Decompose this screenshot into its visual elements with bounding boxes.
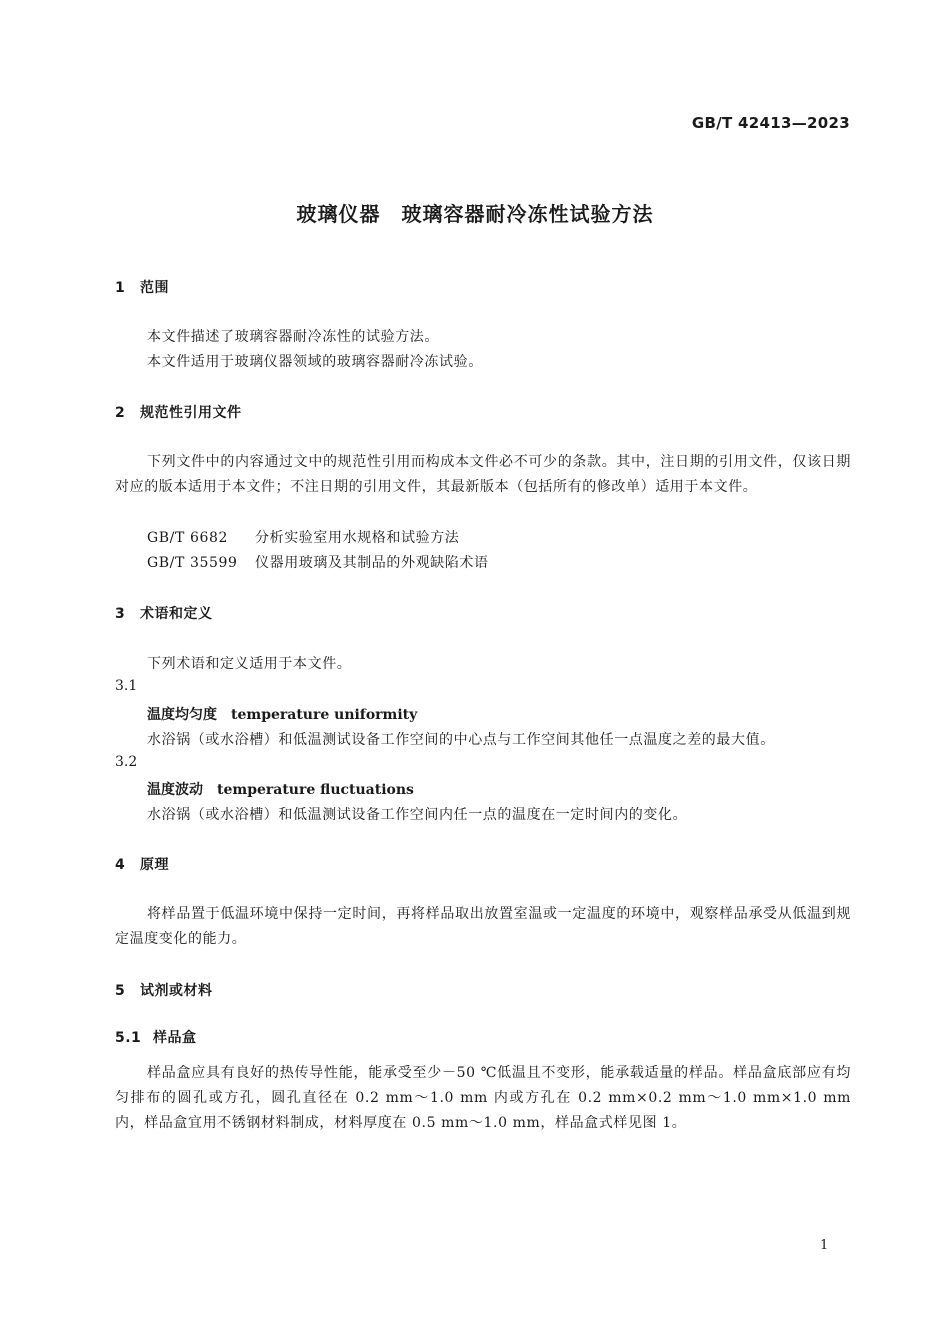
term-definition: 水浴锅（或水浴槽）和低温测试设备工作空间内任一点的温度在一定时间内的变化。 xyxy=(147,807,688,823)
term-zh: 温度波动 xyxy=(147,782,203,798)
subsection-title: 样品盒 xyxy=(153,1030,197,1046)
section-1-heading xyxy=(115,277,169,297)
term-en: temperature fluctuations xyxy=(217,782,414,798)
term-definition: 水浴锅（或水浴槽）和低温测试设备工作空间的中心点与工作空间其他任一点温度之差的最大值。 xyxy=(147,732,775,748)
section-number: 2 xyxy=(115,405,126,421)
reference-title: 仪器用玻璃及其制品的外观缺陷术语 xyxy=(255,555,489,571)
section-title: 试剂或材料 xyxy=(140,983,213,999)
scope-paragraph-2: 本文件适用于玻璃仪器领域的玻璃容器耐冷冻试验。 xyxy=(147,354,483,370)
section-title: 原理 xyxy=(140,857,169,873)
reference-code: GB/T 35599 xyxy=(147,555,238,571)
section-number: 3 xyxy=(115,606,126,622)
term-number: 3.2 xyxy=(115,754,138,770)
reference-title: 分析实验室用水规格和试验方法 xyxy=(255,530,460,546)
section-title: 范围 xyxy=(140,280,169,296)
standard-number: GB/T 42413—2023 xyxy=(691,114,850,132)
section-4-heading xyxy=(115,854,169,874)
reference-item xyxy=(147,527,459,547)
reference-item xyxy=(147,552,489,572)
section-number: 1 xyxy=(115,280,126,296)
sample-box-paragraph: 样品盒应具有良好的热传导性能，能承受至少－50 ℃低温且不变形，能承载适量的样品。样品盒底部应有均匀排布的圆孔或方孔，圆孔直径在 0.2 mm～1.0 mm 内或方孔在 0.2 mm×0.2 mm～1.0 mm×1.0 mm 内，样品盒宜用不锈钢材料制成，材料厚度在 0.5 mm～1.0 mm，样品盒式样见图 1。 xyxy=(115,1065,851,1131)
reference-code: GB/T 6682 xyxy=(147,530,229,546)
scope-paragraph-1: 本文件描述了玻璃容器耐冷冻性的试验方法。 xyxy=(147,329,439,345)
term-zh: 温度均匀度 xyxy=(147,707,217,723)
section-number: 5 xyxy=(115,983,126,999)
principle-paragraph: 将样品置于低温环境中保持一定时间，再将样品取出放置室温或一定温度的环境中，观察样品承受从低温到规定温度变化的能力。 xyxy=(115,906,851,947)
normative-references-intro: 下列文件中的内容通过文中的规范性引用而构成本文件必不可少的条款。其中，注日期的引用文件，仅该日期对应的版本适用于本文件；不注日期的引用文件，其最新版本（包括所有的修改单）适用于本文件。 xyxy=(115,454,851,495)
section-title: 规范性引用文件 xyxy=(140,405,242,421)
document-title: 玻璃仪器 玻璃容器耐冷冻性试验方法 xyxy=(296,202,654,226)
section-3-heading xyxy=(115,603,213,623)
subsection-number: 5.1 xyxy=(115,1030,142,1046)
term-name xyxy=(147,704,417,724)
section-5-heading xyxy=(115,980,213,1000)
term-number: 3.1 xyxy=(115,678,138,694)
page-number: 1 xyxy=(820,1238,829,1253)
subsection-5-1-heading xyxy=(115,1027,197,1047)
terms-intro: 下列术语和定义适用于本文件。 xyxy=(147,656,352,672)
section-title: 术语和定义 xyxy=(140,606,213,622)
section-2-heading xyxy=(115,402,242,422)
term-name xyxy=(147,779,414,799)
section-number: 4 xyxy=(115,857,126,873)
term-en: temperature uniformity xyxy=(231,707,418,723)
